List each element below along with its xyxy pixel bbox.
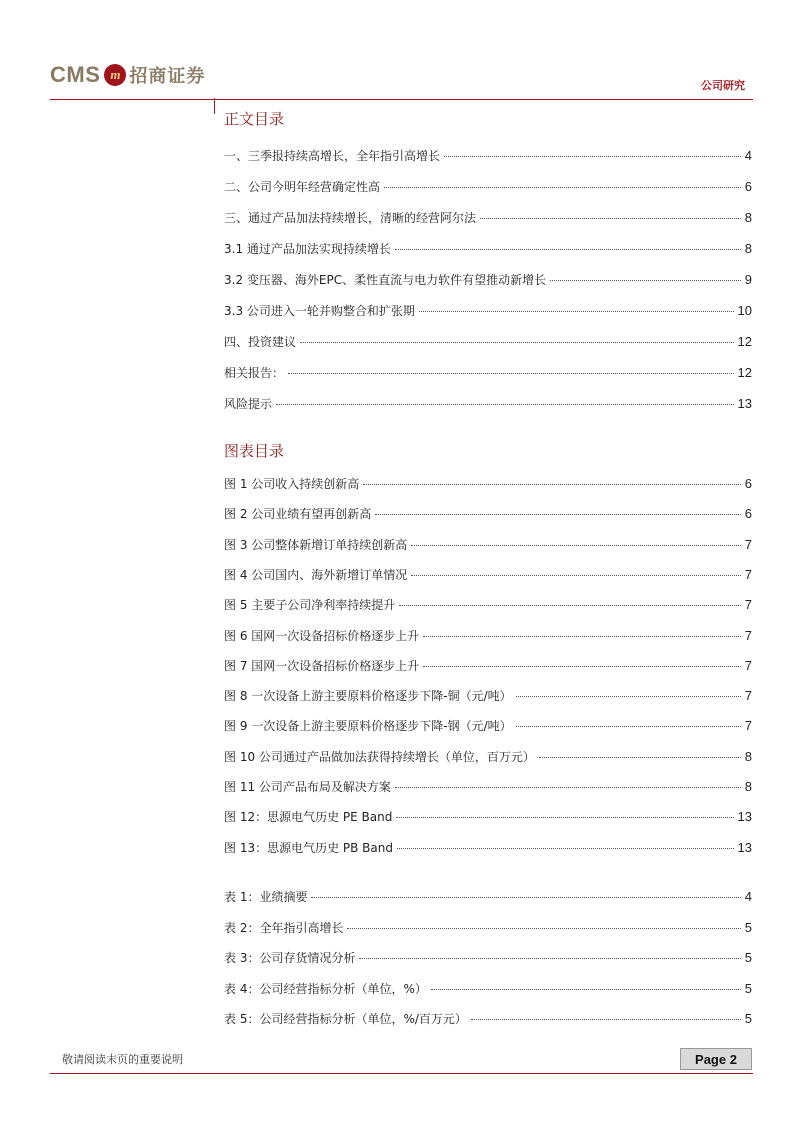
dot-leader xyxy=(431,988,741,990)
dot-leader xyxy=(395,786,741,788)
header-vertical-rule xyxy=(214,98,215,114)
dot-leader xyxy=(288,372,734,374)
dot-leader xyxy=(423,635,741,637)
dot-leader xyxy=(300,341,734,343)
figure-entry[interactable] xyxy=(224,536,752,554)
figure-entry-title: 图 5 主要子公司净利率持续提升 xyxy=(224,598,396,613)
toc-entry[interactable] xyxy=(224,178,752,196)
figure-entry-page: 7 xyxy=(744,688,752,704)
figure-entry[interactable] xyxy=(224,505,752,523)
figure-entry-title: 图 2 公司业绩有望再创新高 xyxy=(224,507,372,522)
figure-entry-page: 6 xyxy=(744,476,752,491)
dot-leader xyxy=(399,604,741,606)
toc-entry-title: 3.3 公司进入一轮并购整合和扩张期 xyxy=(224,304,415,318)
report-category-label: 公司研究 xyxy=(701,79,745,92)
figure-entry-page: 8 xyxy=(744,748,752,764)
figure-entry-title: 图 9 一次设备上游主要原料价格逐步下降-钢（元/吨） xyxy=(224,719,512,734)
figure-entry-page: 6 xyxy=(744,506,752,522)
figure-entry[interactable] xyxy=(224,566,752,584)
figure-entry-title: 图 7 国网一次设备招标价格逐步上升 xyxy=(224,658,420,673)
figure-entry[interactable] xyxy=(224,839,752,857)
table-entry-page: 5 xyxy=(744,919,752,935)
figure-entry-page: 7 xyxy=(744,627,752,643)
figure-entry[interactable] xyxy=(224,717,752,735)
figure-entry-title: 图 3 公司整体新增订单持续创新高 xyxy=(224,537,408,552)
toc-entry[interactable] xyxy=(224,364,752,382)
dot-leader xyxy=(471,1018,741,1020)
toc-entry-page: 12 xyxy=(737,334,752,349)
page-header xyxy=(50,58,753,100)
figure-entry-title: 图 13：思源电气历史 PB Band xyxy=(224,840,393,855)
toc-entry-page: 10 xyxy=(737,303,752,318)
logo-latin-text: CMS xyxy=(50,62,101,87)
toc-entry-page: 12 xyxy=(737,365,752,380)
toc-entry[interactable] xyxy=(224,271,752,289)
toc-entry-title: 一、三季报持续高增长，全年指引高增长 xyxy=(224,149,441,163)
figure-entry-page: 7 xyxy=(744,597,752,613)
figure-entry[interactable] xyxy=(224,627,752,645)
company-logo xyxy=(50,58,205,92)
figure-entry-page: 13 xyxy=(737,809,752,825)
dot-leader xyxy=(444,155,741,157)
logo-seal-icon: m xyxy=(104,64,126,86)
footer-rule xyxy=(50,1073,753,1074)
figure-entry-title: 图 6 国网一次设备招标价格逐步上升 xyxy=(224,628,420,643)
table-entry-title: 表 1：业绩摘要 xyxy=(224,890,308,904)
dot-leader xyxy=(411,544,741,546)
table-entry[interactable] xyxy=(224,919,752,937)
dot-leader xyxy=(539,756,741,758)
toc-entry-page: 4 xyxy=(744,148,752,163)
table-entry-page: 5 xyxy=(744,1011,752,1026)
header-rule xyxy=(50,99,753,100)
figure-entry-page: 7 xyxy=(744,718,752,734)
figure-entry[interactable] xyxy=(224,596,752,614)
dot-leader xyxy=(375,513,741,515)
toc-entry[interactable] xyxy=(224,302,752,320)
toc-entry-page: 8 xyxy=(744,241,752,256)
toc-entry[interactable] xyxy=(224,240,752,258)
dot-leader xyxy=(516,695,741,697)
figure-entry[interactable] xyxy=(224,778,752,796)
dot-leader xyxy=(395,248,741,250)
table-entry-page: 5 xyxy=(744,950,752,965)
toc-entry-title: 风险提示 xyxy=(224,397,273,411)
table-entry[interactable] xyxy=(224,980,752,998)
dot-leader xyxy=(516,725,741,727)
table-entry[interactable] xyxy=(224,888,752,906)
dot-leader xyxy=(480,217,741,219)
dot-leader xyxy=(396,816,733,818)
footer-disclaimer: 敬请阅读末页的重要说明 xyxy=(62,1053,183,1066)
toc-entry-title: 四、投资建议 xyxy=(224,335,297,349)
table-entry-page: 5 xyxy=(744,980,752,996)
dot-leader xyxy=(419,310,734,312)
table-entry-title: 表 3：公司存货情况分析 xyxy=(224,951,356,965)
figure-entry[interactable] xyxy=(224,808,752,826)
toc-entry[interactable] xyxy=(224,209,752,227)
table-entry-title: 表 4：公司经营指标分析（单位，%） xyxy=(224,981,427,996)
table-entry[interactable] xyxy=(224,1010,752,1028)
toc-entry-title: 3.2 变压器、海外EPC、柔性直流与电力软件有望推动新增长 xyxy=(224,273,547,287)
figure-entry-title: 图 12：思源电气历史 PE Band xyxy=(224,810,393,825)
toc-entry-title: 二、公司今明年经营确定性高 xyxy=(224,180,381,194)
toc-entry-title: 相关报告： xyxy=(224,366,285,380)
figure-entry-page: 8 xyxy=(744,779,752,794)
figure-entry-page: 7 xyxy=(744,657,752,673)
page-number-badge: Page 2 xyxy=(680,1048,752,1070)
figure-entry-title: 图 8 一次设备上游主要原料价格逐步下降-铜（元/吨） xyxy=(224,689,512,704)
figure-entry-title: 图 1 公司收入持续创新高 xyxy=(224,477,360,491)
toc-entry-page: 13 xyxy=(737,396,752,411)
dot-leader xyxy=(363,483,741,485)
dot-leader xyxy=(550,279,741,281)
dot-leader xyxy=(347,927,740,929)
figure-entry[interactable] xyxy=(224,475,752,493)
dot-leader xyxy=(311,896,740,898)
toc-entry-page: 9 xyxy=(744,272,752,287)
table-entry-page: 4 xyxy=(744,889,752,904)
figure-entry-title: 图 10 公司通过产品做加法获得持续增长（单位，百万元） xyxy=(224,749,535,764)
dot-leader xyxy=(384,186,741,188)
logo-chinese-text: 招商证券 xyxy=(129,66,206,87)
dot-leader xyxy=(411,574,741,576)
table-entry-title: 表 5：公司经营指标分析（单位，%/百万元） xyxy=(224,1012,467,1026)
figure-entry-page: 7 xyxy=(744,566,752,582)
figure-entry-title: 图 4 公司国内、海外新增订单情况 xyxy=(224,567,408,582)
dot-leader xyxy=(397,847,734,849)
toc-entry-page: 8 xyxy=(744,210,752,225)
toc-section-title: 正文目录 xyxy=(224,110,285,128)
figure-entry-page: 13 xyxy=(737,839,752,855)
dot-leader xyxy=(359,957,740,959)
dot-leader xyxy=(423,665,741,667)
figure-entry[interactable] xyxy=(224,748,752,766)
table-entry[interactable] xyxy=(224,949,752,967)
figure-entry[interactable] xyxy=(224,687,752,705)
figure-entry[interactable] xyxy=(224,657,752,675)
figures-section-title: 图表目录 xyxy=(224,442,285,460)
toc-entry[interactable] xyxy=(224,333,752,351)
dot-leader xyxy=(276,403,734,405)
figure-entry-page: 7 xyxy=(744,536,752,552)
toc-entry-page: 6 xyxy=(744,179,752,194)
toc-entry[interactable] xyxy=(224,147,752,165)
toc-entry[interactable] xyxy=(224,395,752,413)
toc-entry-title: 三、通过产品加法持续增长，清晰的经营阿尔法 xyxy=(224,211,477,225)
figure-entry-title: 图 11 公司产品布局及解决方案 xyxy=(224,780,391,794)
toc-entry-title: 3.1 通过产品加法实现持续增长 xyxy=(224,242,391,256)
table-entry-title: 表 2：全年指引高增长 xyxy=(224,920,344,935)
